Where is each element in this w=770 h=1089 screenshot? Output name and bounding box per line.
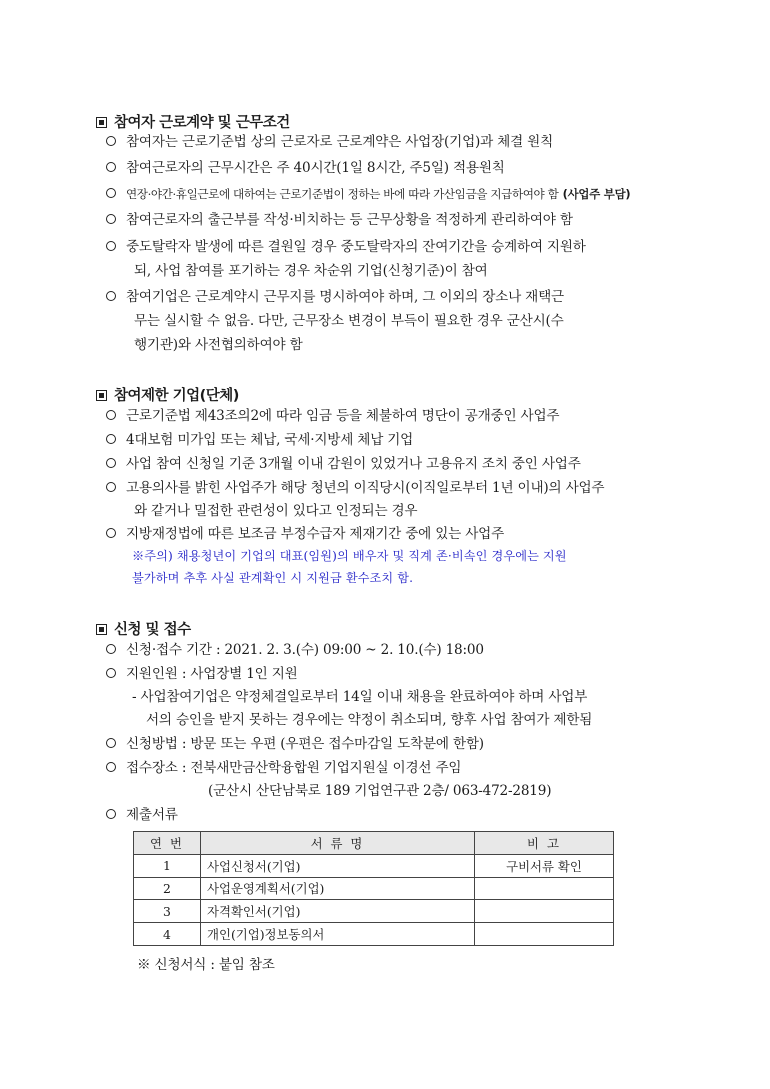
list-item [106, 236, 586, 260]
section1-heading [96, 111, 290, 132]
circle-bullet-icon [106, 136, 116, 146]
header-cell: 비 고 [475, 832, 614, 855]
warning-note: 불가하며 추후 사실 관계확인 시 지원금 환수조치 함. [132, 571, 414, 585]
item-detail: 서의 승인을 받지 못하는 경우에는 약정이 취소되며, 향후 사업 참여가 제한됨 [146, 712, 593, 728]
item-text: 지방재정법에 따른 보조금 부정수급자 제재기간 중에 있는 사업주 [126, 526, 504, 542]
circle-bullet-icon [106, 410, 116, 420]
item-text: 제출서류 [126, 807, 178, 823]
item-continuation: 되, 사업 참여를 포기하는 경우 차순위 기업(신청기준)이 참여 [134, 263, 488, 279]
table-cell: 개인(기업)정보동의서 [201, 923, 475, 946]
circle-bullet-icon [106, 668, 116, 678]
section1-heading-text: 참여자 근로계약 및 근무조건 [114, 115, 290, 131]
circle-bullet-icon [106, 762, 116, 772]
item-text: 연장·야간·휴일근로에 대하여는 근로기준법이 정하는 바에 따라 가산임금을 지급하여야 함 [126, 187, 559, 201]
item-text: 참여자는 근로기준법 상의 근로자로 근로계약은 사업장(기업)과 체결 원칙 [126, 134, 553, 150]
list-item [106, 209, 573, 233]
circle-bullet-icon [106, 458, 116, 468]
item-text: 근로기준법 제43조의2에 따라 임금 등을 체불하여 명단이 공개중인 사업주 [126, 408, 560, 424]
circle-bullet-icon [106, 291, 116, 301]
section3-heading [96, 618, 191, 639]
circle-bullet-icon [106, 214, 116, 224]
table-cell: 자격확인서(기업) [201, 900, 475, 923]
circle-bullet-icon [106, 434, 116, 444]
list-item [106, 477, 604, 501]
item-text: 참여근로자의 출근부를 작성·비치하는 등 근무상황을 적정하게 관리하여야 함 [126, 212, 573, 228]
circle-bullet-icon [106, 482, 116, 492]
list-item [106, 286, 564, 310]
item-text: 신청·접수 기간 : 2021. 2. 3.(수) 09:00 ~ 2. 10.(수) 18:00 [126, 642, 484, 658]
table-row [134, 900, 614, 923]
list-item [106, 157, 505, 181]
list-item [106, 131, 553, 155]
section3-heading-text: 신청 및 접수 [114, 622, 191, 638]
circle-bullet-icon [106, 162, 116, 172]
list-item [106, 804, 178, 828]
circle-bullet-icon [106, 188, 116, 198]
list-item [106, 639, 484, 663]
item-text: 사업 참여 신청일 기준 3개월 이내 감원이 있었거나 고용유지 조치 중인 사업주 [126, 456, 581, 472]
circle-bullet-icon [106, 241, 116, 251]
section2-heading-text: 참여제한 기업(단체) [114, 388, 239, 404]
list-item [106, 183, 630, 207]
circle-bullet-icon [106, 528, 116, 538]
list-item [106, 523, 504, 547]
item-text: 참여근로자의 근무시간은 주 40시간(1일 8시간, 주5일) 적용원칙 [126, 160, 505, 176]
footnote: ※ 신청서식 : 붙임 참조 [137, 957, 275, 973]
header-cell: 서 류 명 [201, 832, 475, 855]
item-text: 접수장소 : 전북새만금산학융합원 기업지원실 이경선 주임 [126, 760, 462, 776]
header-cell: 연 번 [134, 832, 201, 855]
table-row [134, 854, 614, 877]
circle-bullet-icon [106, 738, 116, 748]
item-bold-text: (사업주 부담) [562, 187, 631, 201]
square-bullet-icon [96, 624, 107, 635]
item-text: 신청방법 : 방문 또는 우편 (우편은 접수마감일 도착분에 한함) [126, 736, 484, 752]
table-row [134, 877, 614, 900]
table-cell: 사업신청서(기업) [201, 854, 475, 877]
table-cell [475, 877, 614, 900]
item-continuation: 와 같거나 밀접한 관련성이 있다고 인정되는 경우 [134, 503, 418, 519]
circle-bullet-icon [106, 644, 116, 654]
table-cell: 3 [134, 900, 201, 923]
list-item [106, 453, 581, 477]
table-cell: 4 [134, 923, 201, 946]
table-cell: 사업운영계획서(기업) [201, 877, 475, 900]
section2-heading [96, 384, 239, 405]
list-item [106, 733, 484, 757]
item-continuation: 무는 실시할 수 없음. 다만, 근무장소 변경이 부득이 필요한 경우 군산시(수 [134, 313, 564, 329]
square-bullet-icon [96, 117, 107, 128]
list-item [106, 405, 559, 429]
table-cell: 2 [134, 877, 201, 900]
table-cell [475, 923, 614, 946]
list-item [106, 663, 298, 687]
square-bullet-icon [96, 390, 107, 401]
list-item [106, 429, 413, 453]
item-text: 지원인원 : 사업장별 1인 지원 [126, 666, 298, 682]
item-text: 고용의사를 밝힌 사업주가 해당 청년의 이직당시(이직일로부터 1년 이내)의 사업주 [126, 480, 605, 496]
table-header-row [134, 832, 614, 855]
address-line: (군산시 산단남북로 189 기업연구관 2층/ 063-472-2819) [208, 783, 552, 799]
documents-table [133, 831, 614, 946]
item-continuation: 행기관)와 사전협의하여야 함 [134, 337, 303, 353]
item-detail: - 사업참여기업은 약정체결일로부터 14일 이내 채용을 완료하여야 하며 사업부 [132, 689, 588, 705]
item-text: 참여기업은 근로계약시 근무지를 명시하여야 하며, 그 이외의 장소나 재택근 [126, 289, 564, 305]
item-text: 중도탈락자 발생에 따른 결원일 경우 중도탈락자의 잔여기간을 승계하여 지원하 [126, 239, 586, 255]
list-item [106, 757, 461, 781]
warning-note: ※주의) 채용청년이 기업의 대표(임원)의 배우자 및 직계 존·비속인 경우에는 지원 [132, 549, 567, 563]
item-text: 4대보험 미가입 또는 체납, 국세·지방세 체납 기업 [126, 432, 414, 448]
table-cell: 구비서류 확인 [475, 854, 614, 877]
table-cell [475, 900, 614, 923]
table-cell: 1 [134, 854, 201, 877]
table-row [134, 923, 614, 946]
circle-bullet-icon [106, 809, 116, 819]
